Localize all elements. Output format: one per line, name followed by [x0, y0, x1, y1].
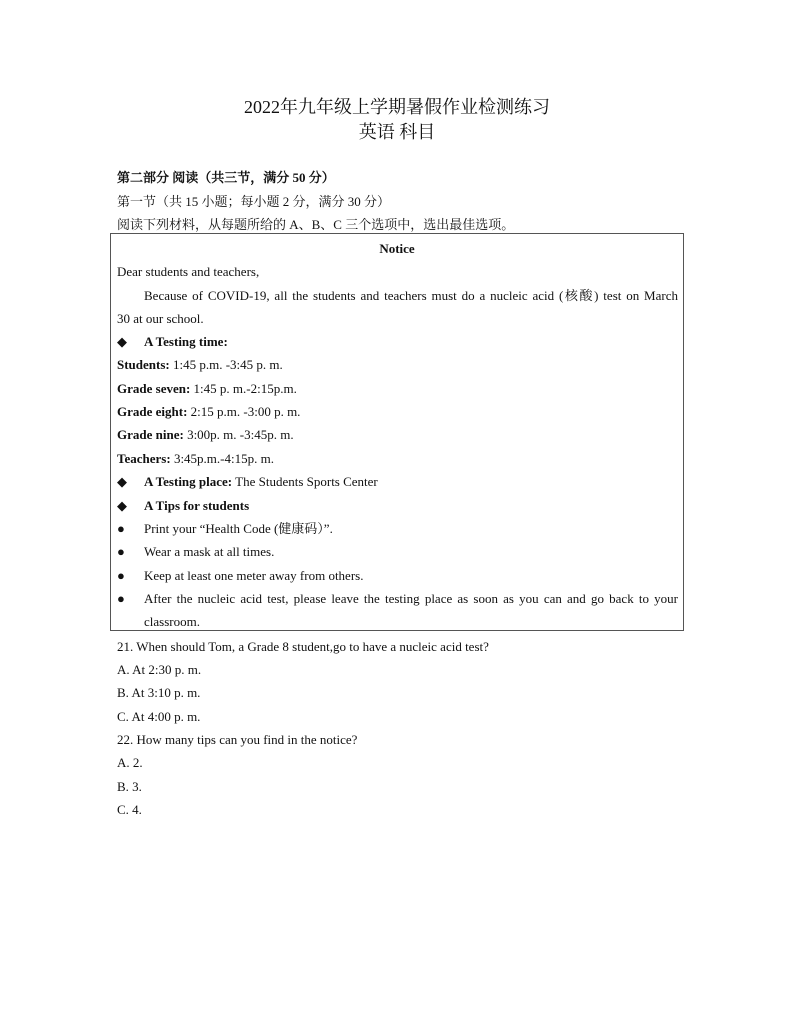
schedule-value: 1:45 p.m. -3:45 p. m.: [169, 357, 283, 372]
dot-bullet-icon: ●: [117, 591, 125, 606]
answer-option: A. At 2:30 p. m.: [117, 662, 202, 677]
tip-item: Wear a mask at all times.: [144, 544, 275, 559]
answer-option: B. At 3:10 p. m.: [117, 685, 201, 700]
dot-bullet-icon: ●: [117, 544, 125, 559]
subject-title: 英语 科目: [358, 122, 436, 142]
diamond-bullet-icon: ◆: [117, 334, 127, 349]
tip-item: Print your “Health Code (健康码）”.: [144, 521, 333, 536]
testing-place-value: The Students Sports Center: [232, 474, 378, 489]
testing-place-label: A Testing place:: [144, 474, 233, 489]
subsection-heading: 第一节（共 15 小题；每小题 2 分，满分 30 分）: [117, 194, 391, 209]
diamond-bullet-icon: ◆: [117, 474, 127, 489]
schedule-label: Grade eight:: [117, 404, 188, 419]
testing-time-label: A Testing time:: [144, 334, 228, 349]
exam-title: 2022年九年级上学期暑假作业检测练习: [244, 97, 550, 117]
tip-item-continued: classroom.: [144, 614, 200, 629]
schedule-row: [117, 357, 283, 373]
schedule-label: Grade nine:: [117, 427, 184, 442]
tip-item: Keep at least one meter away from others.: [144, 568, 364, 583]
answer-option: C. 4.: [117, 802, 142, 817]
testing-place-row: [144, 474, 378, 490]
schedule-label: Students:: [117, 357, 170, 372]
schedule-value: 2:15 p.m. -3:00 p. m.: [187, 404, 301, 419]
notice-body-line2: 30 at our school.: [117, 311, 204, 326]
schedule-row: [117, 404, 300, 420]
schedule-row: [117, 381, 297, 397]
schedule-label: Teachers:: [117, 451, 171, 466]
dot-bullet-icon: ●: [117, 521, 125, 536]
answer-option: B. 3.: [117, 779, 142, 794]
section-heading: 第二部分 阅读（共三节，满分 50 分）: [117, 170, 335, 185]
tip-item: After the nucleic acid test, please leave the testing place as soon as you can and go back to your: [144, 591, 678, 606]
question-stem: 22. How many tips can you find in the notice?: [117, 732, 358, 747]
diamond-bullet-icon: ◆: [117, 498, 127, 513]
schedule-value: 3:45p.m.-4:15p. m.: [170, 451, 274, 466]
schedule-row: [117, 451, 274, 467]
dot-bullet-icon: ●: [117, 568, 125, 583]
instruction-text: 阅读下列材料，从每题所给的 A、B、C 三个选项中，选出最佳选项。: [117, 217, 515, 232]
tips-label: A Tips for students: [144, 498, 250, 513]
question-stem: 21. When should Tom, a Grade 8 student,go to have a nucleic acid test?: [117, 639, 489, 654]
schedule-value: 1:45 p. m.-2:15p.m.: [190, 381, 297, 396]
notice-greeting: Dear students and teachers,: [117, 264, 260, 279]
schedule-label: Grade seven:: [117, 381, 191, 396]
notice-body-line1: Because of COVID-19, all the students and teachers must do a nucleic acid (核酸) test on March: [144, 288, 678, 303]
schedule-value: 3:00p. m. -3:45p. m.: [183, 427, 294, 442]
answer-option: A. 2.: [117, 755, 143, 770]
answer-option: C. At 4:00 p. m.: [117, 709, 201, 724]
notice-title: Notice: [379, 241, 415, 256]
schedule-row: [117, 427, 294, 443]
